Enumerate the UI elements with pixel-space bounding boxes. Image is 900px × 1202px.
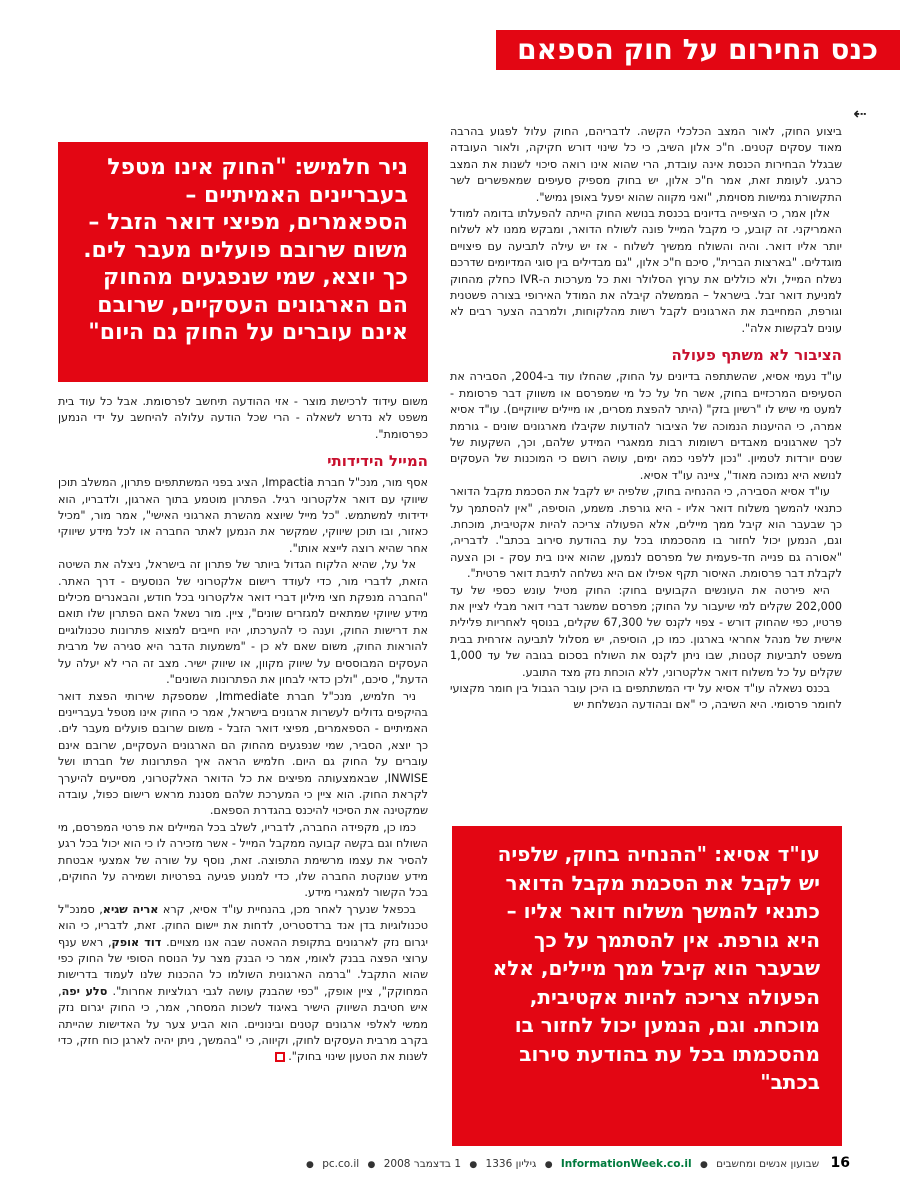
paragraph: אל על, שהיא הלקוח הגדול ביותר של פתרון זה בישראל, ניצלה את השיטה הזאת, לדברי מור, כדי לעודד רישום אלקטרוני של הנוסעים - דרך האתר. "החברה מנפקת חצי מיליון דברי דואר אלקטרוני בכל חודש, והבאנרים מכילים מידע שיווקי שמתאים למגזרים שונים", ציין. מור נשאל האם הפתרון שלו תואם את דרישות החוק, וענה כי להערכתו, יהיו חייבים למצוא פתרונות טכנולוגיים להוראות החוק, משום שאם לא כן - "משמעות הדבר היא סגירה של מרבית העסקים המבוססים על שיווק מקוון, או שיווק ישיר. מצב זה הרי לא יעלה על הדעת", סיכם, "ולכן כדאי לבחון את הפתרונות השונים". (58, 558, 428, 687)
issue-number: גיליון 1336 (485, 1158, 537, 1170)
top-strip (0, 0, 900, 10)
website-link[interactable]: InformationWeek.co.il (560, 1158, 692, 1170)
speaker-name: דוד אופק (111, 935, 162, 949)
paragraph: אסף מור, מנכ"ל חברת Impactia, הציג בפני המשתתפים פתרון, המשלב תוכן שיווקי עם דואר אלקטרוני רגיל. הפתרון מוטמע בתוך הארגון, ולדבריו, הוא ידידותי למשתמש. "כל מייל שיוצא מהשרת הארגוני האישי", אמר מור, "מכיל כאזור, ובו תוכן שיווקי, שמקשר את הנמען לאתר החברה או לכל מידע שיווקי אחר שהיא רוצה לייצא אותו". (58, 476, 428, 555)
text-run: , סמנכ"ל טכנולוגיות בדן אנד ברדסטריט, לדחות את יישום החוק. זאת, לדבריו, כי הוא יגרום נזק לארגונים בתקופת ההאטה שבה אנו מצויים. (58, 902, 428, 949)
end-of-article-icon (275, 1052, 285, 1062)
text-run: בכפאל שנערך לאחר מכן, בהנחיית עו"ד אסיא, קרא (158, 902, 416, 916)
website-link[interactable]: pc.co.il (322, 1158, 360, 1170)
section-title: כנס החירום על חוק הספאם (517, 33, 878, 66)
paragraph: כמו כן, מקפידה החברה, לדבריו, לשלב בכל המיילים את פרטי המפרסם, מי השולח וגם בקשה קבועה ממקבל המייל - אשר מזכירה לו כי הוא יכול בכל רגע להסיר את עצמו מרשימת התפוצה. זאת, נוסף על שורה של אמצעי אבטחת מידע שנוקטת החברה שלו, כדי למנוע פגיעה בפרטיות ושמירה על החוקים, בכל הקשור למאגרי מידע. (58, 820, 428, 900)
paragraph: ביצוע החוק, לאור המצב הכלכלי הקשה. לדבריהם, החוק עלול לפגוע בהרבה מאוד עסקים קטנים. ח"כ אלון השיב, כי כל שינוי דורש חקיקה, ולאור העובדה שבגלל הבחירות הכנסת אינה עובדת, הרי שהוא אינו רואה סיכוי לשנות את המצב כרגע. לעומת זאת, אמר ח"כ אלון, יש בחוק מספיק סעיפים שמאפשרים לשר התקשורת גמישות מסוימת, "ואני מקווה שהוא יפעל באופן גמיש". (450, 125, 842, 204)
bullet-icon: ● (699, 1160, 708, 1170)
speaker-name: אריה שגיא (102, 902, 159, 916)
speaker-name: סלע יפה (61, 984, 108, 998)
paragraph: עו"ד אסיא הסבירה, כי ההנחיה בחוק, שלפיה יש לקבל את הסכמת מקבל הדואר כתנאי להמשך משלוח דואר אליו - היא גורפת. משמע, הוסיפה, "אין להסתמך על כך שבעבר הוא קיבל ממך מיילים, אלא הפעולה צריכה להיות אקטיבית, מוכחת. וגם, הנמען יכול לחזור בו מהסכמתו בכל עת בהודעת סירוב בכתב". לדבריה, "אסורה גם פנייה חד-פעמית של מפרסם לנמען, שהוא אינו בית עסק - וכן הצעה לקבלת דבר פרסומת. האיסור תקף אפילו אם היא נשלחה לתיבת דואר פרטית". (450, 485, 842, 581)
section-banner (496, 30, 900, 70)
paragraph: אלון אמר, כי הציפייה בדיונים בכנסת בנושא החוק הייתה להפעלתו בדומה למודל האמריקני. זה קובע, כי מקבל המייל פונה לשולח הדואר, ומבקש ממנו לא לשלוח יותר אליו דואר. והיה והשולח ממשיך לשלוח - אז יש עילה לתביעה עם פיצויים מוגדלים. "בארצות הברית", סיכם ח"כ אלון, "גם מבדילים בין סוגי המדיומים שדרכם נשלח המייל, ולא כוללים את ערוץ הסלולר ואת כל מערכות ה-IVR כחלק מהחוק למניעת דואר זבל. בישראל – הממשלה קיבלה את המודל האירופי בצורה פשטנית וגורפת, המחייבת את הארגונים לקבל רשות מהלקוחות, ולמרבה הצער רבים לא עונים לבקשות אלה". (450, 207, 842, 335)
paragraph: עו"ד נעמי אסיא, שהשתתפה בדיונים על החוק, שהחלו עוד ב-2004, הסבירה את הסעיפים המרכזיים בחוק, אשר חל על כל מי שמפרסם או משווק דבר פרסומת - למעט מי שיש לו "רשיון בזק" (היתר להפצת מסרים, או מיילים שיווקיים). עו"ד אסיא אמרה, כי ההיענות הנמוכה של הציבור להודעות שקיבלו מארגונים שונים - גורמת לכך שארגונים מאבדים רשומות רבות ממאגרי המידע שלהם, וכך, השקעות של שנים יורדות לטמיון. "נכון ללפני כמה ימים, עושה רושם כי המוכנות של העסקים לנושא היא נמוכה מאוד", ציינה עו"ד אסיא. (450, 370, 842, 482)
page-number: 16 (830, 1155, 850, 1171)
text-run: , איש חטיבת השיווק הישיר באיגוד לשכות המסחר, אמר, כי החוק יגרום נזק ממשי לאלפי ארגונים קטנים ובינוניים. הוא הביע צער על האדישות שהייתה בקרב מרבית העסקים לחוק, וקיווה, כי "בהמשך, ניתן יהיה לארגן כוח חזק, כדי לשנות את הטעון שינוי בחוק". (58, 984, 428, 1064)
bullet-icon: ● (469, 1160, 478, 1170)
article-column-right (450, 124, 842, 714)
bullet-icon: ● (367, 1160, 376, 1170)
bullet-icon: ● (306, 1160, 314, 1170)
paragraph: בכנס נשאלה עו"ד אסיא על ידי המשתתפים בו היכן עובר הגבול בין חומר מקצועי לחומר פרסומי. היא השיבה, כי "אם ובהודעה הנשלחת יש (450, 682, 842, 712)
subheading: המייל הידידותי (327, 452, 428, 471)
paragraph: ניר חלמיש, מנכ"ל חברת Immediate, שמספקת שירותי הפצת דואר בהיקפים גדולים לעשרות ארגונים בישראל, אמר כי החוק אינו מטפל בעבריינים האמיתיים - הספאמרים, מפיצי דואר הזבל - משום שרובם פועלים מעבר לים. כך יוצא, הסביר, שמי שנפגעים מהחוק הם הארגונים העסקיים, שרובם אינם עוברים על החוק גם היום. חלמיש הראה איך הפתרונות של חברתו ושל INWISE, שבאמצעותה מפיצים את כל הדואר האלקטרוני, מסייעים להיערך לקראת החוק. הוא ציין כי המערכת שלהם מסננת מראש רישום כפול, עובדה שמקטינה את הסיכוי להיכנס בהגדרת הספאם. (58, 689, 428, 818)
paragraph: משום עידוד לרכישת מוצר - אזי ההודעה תיחשב לפרסומת. אבל כל עוד בית משפט לא נדרש לשאלה - הרי שכל הודעה עלולה להיחשב על ידי הנמען כפרסומת". (58, 395, 428, 441)
pull-quote: עו"ד אסיא: "ההנחיה בחוק, שלפיה יש לקבל את הסכמת מקבל הדואר כתנאי להמשך משלוח דואר אליו – היא גורפת. אין להסתמך על כך שבעבר הוא קיבל ממך מיילים, אלא הפעולה צריכה להיות אקטיבית, מוכחת. וגם, הנמען יכול לחזור בו מהסכמתו בכל עת בהודעת סירוב בכתב" (452, 826, 842, 1146)
text-run: , ראש ענף ערוצי הפצה בבנק לאומי, אמר כי הבנק מצר על הנוסח הסופי של החוק כפי שהוא התקבל. "ברמה הארגונית השולמו כל ההכנות שלנו לעמוד בדרישות המחוקק", ציין אופק, "כפי שהבנק עושה לגבי רגולציות אחרות". (58, 935, 429, 998)
pull-quote: ניר חלמיש: "החוק אינו מטפל בעבריינים האמיתיים – הספאמרים, מפיצי דואר הזבל – משום שרובם פועלים מעבר לים. כך יוצא, שמי שנפגעים מהחוק הם הארגונים העסקיים, שרובם אינם עוברים על החוק גם היום" (58, 142, 428, 382)
article-column-left (58, 394, 428, 1066)
issue-date: 1 בדצמבר 2008 (383, 1158, 461, 1170)
subheading: הציבור לא משתף פעולה (671, 346, 842, 365)
arrow-icon: ⇠ (853, 104, 867, 123)
paragraph: היא פירטה את העונשים הקבועים בחוק: החוק מטיל עונש כספי של עד 202,000 שקלים למי שיעבור על החוק; מפרסם שמשגר דברי דואר מבלי לציין את פרטיו, כפי שהחוק דורש - צפוי לקנס של 67,300 שקלים, בנוסף לאחריות פלילית אישית של מנהל אחראי בארגון. כמו כן, הוסיפה, יש מסלול לתביעה אזרחית בבית משפט לתביעות קטנות, שבו ניתן לקנס את השולח בסכום בגובה של עד 1,000 שקלים על כל משלוח דואר אלקטרוני, ללא הוכחת נזק מצד התובע. (450, 583, 842, 679)
paragraph (58, 902, 428, 1066)
bullet-icon: ● (544, 1160, 553, 1170)
publication-name: שבועון אנשים ומחשבים (716, 1158, 820, 1170)
page-footer (60, 1152, 850, 1174)
